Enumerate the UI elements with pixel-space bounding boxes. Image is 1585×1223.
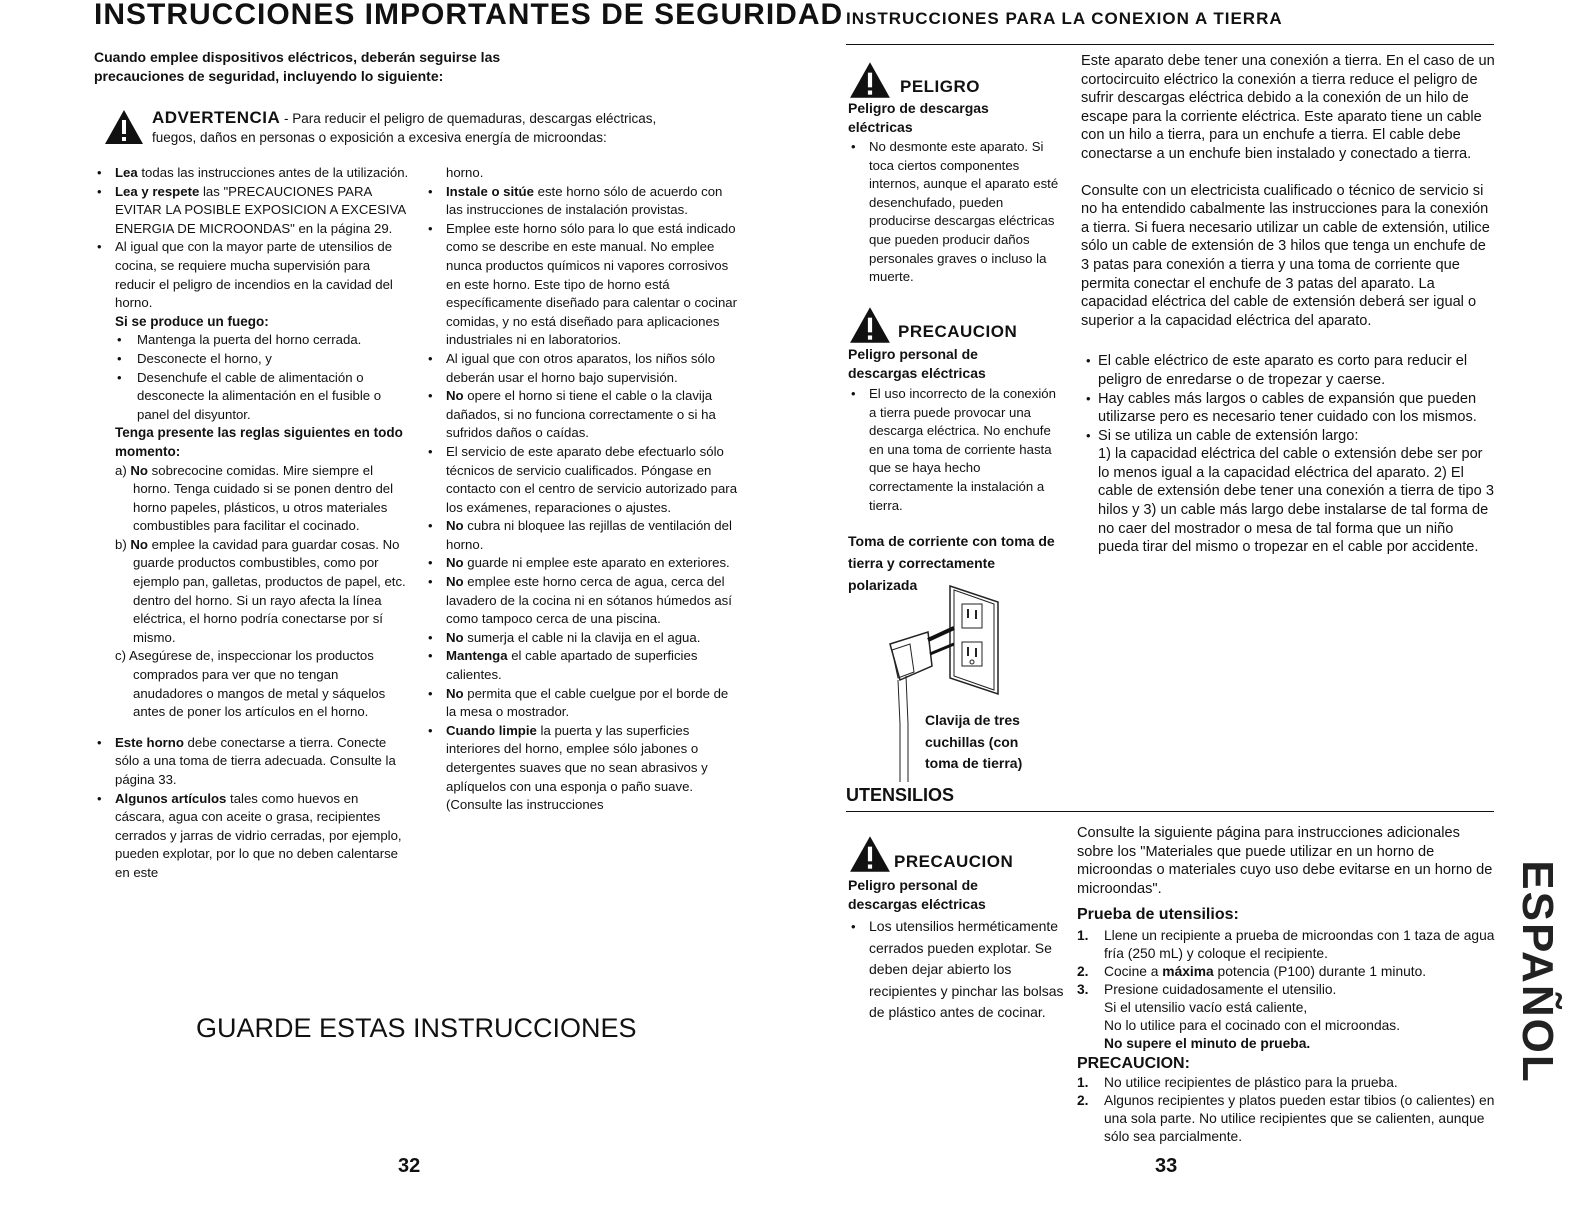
list-item: • Cuando limpie la puerta y las superficies interiores del horno, emplee sólo jabones o detergentes suaves que no sean abrasivos y aplíquelos con una esponja o paño suave. (Consulte las instrucciones <box>423 722 738 815</box>
precaucion-head: PRECAUCION <box>898 322 1018 341</box>
list-item: • El servicio de este aparato debe efectuarlo sólo técnicos de servicio cualificados. Póngase en contacto con el centro de servicio autorizado para los exámenes, reparaciones o ajustes. <box>423 443 738 517</box>
left-col-2: horno. • Instale o sitúe este horno sólo de acuerdo con las instrucciones de instalación provistas. • Emplee este horno sólo para lo que está indicado como se describe en este manual. No emplee nunca productos químicos ni vapores corrosivos en este horno. Este tipo de horno está específicamente diseñado para calentar o cocinar comidas, y no está diseñado para aplicaciones industriales ni en laboratorios. • Al igual que con otros aparatos, los niños sólo deberán usar el horno bajo supervisión. • No opere el horno si tiene el cable o la clavija dañados, si no funciona correctamente o si ha sufridos daños o caídas. • El servicio de este aparato debe efectuarlo sólo técnicos de servicio cualificados. Póngase en contacto con el centro de servicio autorizado para los exámenes, reparaciones o ajustes. • No cubra ni bloquee las rejillas de ventilación del horno. • No guarde ni emplee este aparato en exteriores. • No emplee este horno cerca de agua, cerca del lavadero de la cocina ni en sótanos húmedos así como tampoco cerca de una piscina. • No sumerja el cable ni la clavija en el agua. • Mantenga el cable apartado de superficies calientes. • No permita que el cable cuelgue por el borde de la mesa o mostrador. • Cuando limpie la puerta y las superficies interiores del horno, emplee sólo jabones o detergentes suaves que no sean abrasivos y aplíquelos con una esponja o paño suave. (Consulte las instrucciones <box>423 164 738 815</box>
list-item: 1. No utilice recipientes de plástico para la prueba. <box>1077 1074 1398 1090</box>
plug-caption: Clavija de tres cuchillas (con toma de tierra) <box>925 712 1023 771</box>
list-item: • Los utensilios herméticamente cerrados pueden explotar. Se deben dejar abierto los recipientes y pinchar las bolsas de plástico antes de cocinar. <box>846 916 1064 1024</box>
left-intro: Cuando emplee dispositivos eléctricos, deberán seguirse las precauciones de seguridad, incluyendo lo siguiente: <box>94 49 501 84</box>
list-item: • Si se utiliza un cable de extensión largo: 1) la capacidad eléctrica del cable o extensión debe ser por lo menos igual a la capacidad eléctrica del aparato. 2) El cable de extensión debe tener una conexión a tierra de tipo 3 hilos y 3) un cable más largo debe instalarse de tal forma de no caer del mostrador o mesa de tal forma que un niño pueda tirar del mismo o tropezar en el cable por accidente. <box>1081 427 1496 557</box>
warning-icon <box>848 834 892 874</box>
list-item: • Hay cables más largos o cables de expansión que pueden utilizarse pero es necesario tener cuidado con los mismos. <box>1081 390 1496 427</box>
list-item: • Algunos artículos tales como huevos en cáscara, agua con aceite o grasa, recipientes cerrados y jarras de vidrio cerradas, por ejemplo, pueden explotar, por lo que no deben calentarse en este <box>92 790 410 883</box>
left-page-title: INSTRUCCIONES IMPORTANTES DE SEGURIDAD <box>94 0 844 31</box>
warning-icon <box>848 305 892 345</box>
list-item: • Mantenga la puerta del horno cerrada. <box>115 331 410 350</box>
list-item: • No permita que el cable cuelgue por el borde de la mesa o mostrador. <box>423 685 738 722</box>
rule-b: b) No emplee la cavidad para guardar cosas. No guarde productos combustibles, como por ejemplo pan, galletas, productos de papel, etc. dentro del horno. Si un rayo afecta la línea eléctrica, el horno podría conectarse por sí mismo. <box>115 536 406 645</box>
list-item: • No guarde ni emplee este aparato en exteriores. <box>423 554 738 573</box>
list-item: • No opere el horno si tiene el cable o la clavija dañados, si no funciona correctamente o si ha sufridos daños o caídas. <box>423 387 738 443</box>
page-number-left: 32 <box>398 1155 421 1177</box>
left-col-1 <box>92 164 410 883</box>
list-item: • Desconecte el horno, y <box>115 350 410 369</box>
save-instructions-heading: GUARDE ESTAS INSTRUCCIONES <box>196 1013 637 1043</box>
list-item: 2. Cocine a máxima potencia (P100) durante 1 minuto. <box>1077 963 1427 979</box>
precaucion-text <box>846 385 1064 515</box>
rule-a: a) No sobrecocine comidas. Mire siempre el horno. Tenga cuidado si se ponen dentro del horno papeles, plásticos, u otros materiales combustibles para facilitar el cocinado. <box>115 462 394 534</box>
test-head: Prueba de utensilios: <box>1077 906 1239 924</box>
fire-head: Si se produce un fuego: <box>115 313 269 329</box>
list-item: • Emplee este horno sólo para lo que está indicado como se describe en este manual. No emplee nunca productos químicos ni vapores corrosivos en este horno. Este tipo de horno está específicamente diseñado para calentar o cocinar comidas, y no está diseñado para aplicaciones industriales ni en laboratorios. <box>423 220 738 350</box>
grounding-text <box>1081 52 1496 557</box>
peligro-sub: Peligro de descargas eléctricas <box>848 100 989 135</box>
utensilios-text <box>1077 824 1497 1146</box>
page-number-right: 33 <box>1155 1155 1178 1177</box>
warning-block: ADVERTENCIA - Para reducir el peligro de quemaduras, descargas eléctricas, fuegos, daños en personas o exposición a excesiva energía de microondas: <box>152 108 657 145</box>
language-side-tab: ESPAÑOL <box>1513 860 1562 1084</box>
precaucion-sub: Peligro personal de descargas eléctricas <box>848 346 986 381</box>
list-item: • Lea y respete las "PRECAUCIONES PARA EVITAR LA POSIBLE EXPOSICION A EXCESIVA ENERGIA DE MICROONDAS" en la página 29. <box>92 183 410 239</box>
list-item: • Al igual que con otros aparatos, los niños sólo deberán usar el horno bajo supervisión. <box>423 350 738 387</box>
grounding-para-1: Este aparato debe tener una conexión a tierra. En el caso de un cortocircuito eléctrico la conexión a tierra reduce el peligro de sufrir descargas eléctrica debido a la conexión de un hilo de escape para la corriente eléctrica. Este aparato tiene un cable con un hilo a tierra, para un enchufe a tierra. El cable debe conectarse a un enchufe bien instalado y conectado a tierra. <box>1081 53 1495 162</box>
list-item: • Instale o sitúe este horno sólo de acuerdo con las instrucciones de instalación provistas. <box>423 183 738 220</box>
list-item: • Este horno debe conectarse a tierra. Conecte sólo a una toma de tierra adecuada. Consulte la página 33. <box>92 734 410 790</box>
list-item: • El uso incorrecto de la conexión a tierra puede provocar una descarga eléctrica. No enchufe en una toma de corriente hasta que se haya hecho correctamente la instalación a tierra. <box>846 385 1064 515</box>
list-item: • El cable eléctrico de este aparato es corto para reducir el peligro de enredarse o de tropezar y caerse. <box>1081 352 1496 389</box>
peligro-text <box>846 138 1064 287</box>
list-item: • No cubra ni bloquee las rejillas de ventilación del horno. <box>423 517 738 554</box>
consult-para: Consulte la siguiente página para instrucciones adicionales sobre los "Materiales que puede utilizar en un horno de microondas o materiales cuyo uso debe evitarse en un horno de microondas". <box>1077 825 1493 897</box>
list-item: • No desmonte este aparato. Si toca ciertos componentes internos, aunque el aparato esté desenchufado, pueden producirse descargas eléctricas que pueden producir daños personales graves o incluso la muerte. <box>846 138 1064 287</box>
precaucion-head: PRECAUCION <box>894 852 1014 871</box>
grounding-para-2: Consulte con un electricista cualificado o técnico de servicio si no ha entendido cabalmente las instrucciones para la conexión a tierra. Si fuera necesario utilizar un cable de extensión, utilice sólo un cable de extensión de 3 hilos que tenga un enchufe de 3 patas para conexión a tierra y una toma de corriente que permita conectar el enchufe de 3 patas del aparato. La capacidad eléctrica del cable de extensión deberá ser igual o superior a la capacidad eléctrica del aparato. <box>1081 182 1490 329</box>
list-item: • Lea todas las instrucciones antes de la utilización. <box>92 164 410 183</box>
peligro-head: PELIGRO <box>900 77 981 96</box>
list-item: • No sumerja el cable ni la clavija en el agua. <box>423 629 738 648</box>
outlet-caption: Toma de corriente con toma de tierra y correctamente polarizada <box>848 533 1055 593</box>
precaucion-sub: Peligro personal de descargas eléctricas <box>848 877 986 912</box>
precaucion-text <box>846 916 1064 1024</box>
list-item: • Al igual que con la mayor parte de utensilios de cocina, se requiere mucha supervisión para reducir el peligro de incendios en la cavidad del horno. Si se produce un fuego: • Mantenga la puerta del horno cerrada. • Desconecte el horno, y • Desenchufe el cable de alimentación o desconecte la alimentación en el fusible o panel del disyuntor. Tenga presente las reglas siguientes en todo momento: a) No sobrecocine comidas. Mire siempre el horno. Tenga cuidado si se ponen dentro del horno papeles, plásticos, u otros materiales combustibles para facilitar el cocinado. b) No emplee la cavidad para guardar cosas. No guarde productos combustibles, como por ejemplo pan, galletas, productos de papel, etc. dentro del horno. Si un rayo afecta la línea eléctrica, el horno podría conectarse por sí mismo. c) Asegúrese de, inspeccionar los productos comprados para ver que no tengan anudadores o mangos de metal y sáquelos antes de poner los artículos en el horno. <box>92 238 410 721</box>
list-item: • Desenchufe el cable de alimentación o desconecte la alimentación en el fusible o panel del disyuntor. <box>115 369 410 425</box>
rule-c: c) Asegúrese de, inspeccionar los productos comprados para ver que no tengan anudadores o mangos de metal y sáquelos antes de poner los artículos en el horno. <box>115 648 386 720</box>
list-item: 3. Presione cuidadosamente el utensilio. Si el utensilio vacío está caliente, No lo utilice para el cocinado con el microondas. No supere el minuto de prueba. <box>1077 981 1401 1051</box>
top-rule <box>846 44 1494 45</box>
precaucion-test-head: PRECAUCION: <box>1077 1054 1190 1072</box>
warning-icon <box>848 60 892 100</box>
list-item: • No emplee este horno cerca de agua, cerca del lavadero de la cocina ni en sótanos húmedos así como tampoco cerca de una piscina. <box>423 573 738 629</box>
warning-head: ADVERTENCIA <box>152 108 281 127</box>
warning-icon <box>103 108 145 146</box>
right-page-title: INSTRUCCIONES PARA LA CONEXION A TIERRA <box>846 9 1283 28</box>
list-item: • Mantenga el cable apartado de superficies calientes. <box>423 647 738 684</box>
list-item: 2. Algunos recipientes y platos pueden estar tibios (o calientes) en una sola parte. No utilice recipientes que se calienten, aunque sólo sea parcialmente. <box>1077 1092 1495 1144</box>
rules-head: Tenga presente las reglas siguientes en todo momento: <box>115 425 403 459</box>
utensilios-rule <box>846 811 1494 812</box>
utensilios-title: UTENSILIOS <box>846 785 955 805</box>
list-item: 1. Llene un recipiente a prueba de microondas con 1 taza de agua fría (250 mL) y coloque el recipiente. <box>1077 927 1495 961</box>
